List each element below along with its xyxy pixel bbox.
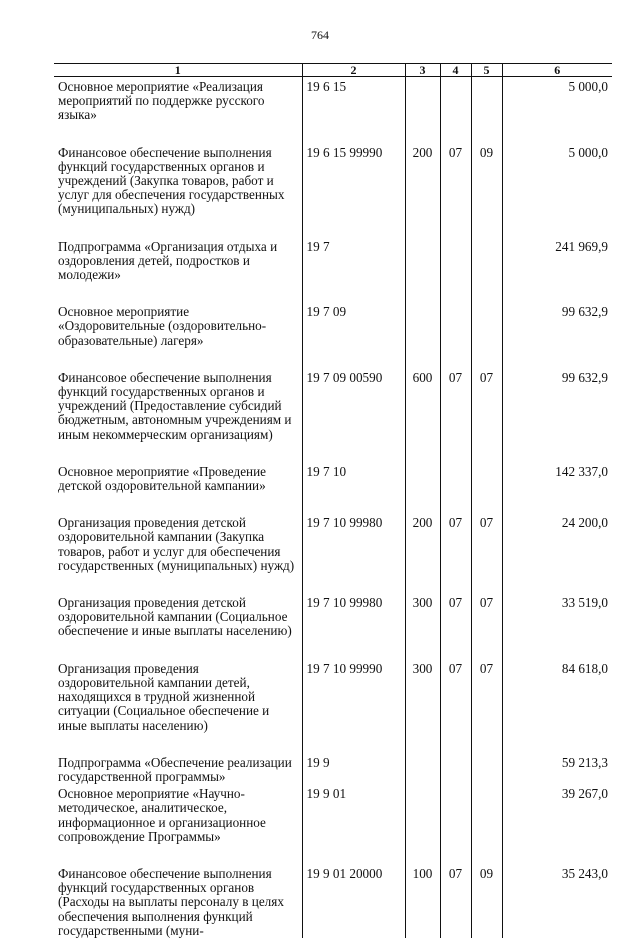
spacer-cell bbox=[502, 573, 612, 593]
row-expense-type-cell bbox=[405, 462, 440, 493]
row-amount-cell: 99 632,9 bbox=[502, 368, 612, 442]
row-amount-cell: 5 000,0 bbox=[502, 77, 612, 123]
spacer-cell bbox=[302, 844, 405, 864]
spacer-cell bbox=[471, 493, 502, 513]
spacer-cell bbox=[405, 217, 440, 237]
row-section-cell: 07 bbox=[440, 593, 471, 639]
spacer-cell bbox=[440, 282, 471, 302]
spacer-cell bbox=[405, 493, 440, 513]
spacer-cell bbox=[502, 348, 612, 368]
row-spacer bbox=[54, 493, 612, 513]
spacer-cell bbox=[54, 733, 302, 753]
spacer-cell bbox=[440, 123, 471, 143]
spacer-cell bbox=[405, 442, 440, 462]
table-row bbox=[54, 864, 612, 938]
row-section-cell: 07 bbox=[440, 513, 471, 573]
spacer-cell bbox=[405, 348, 440, 368]
table-row bbox=[54, 462, 612, 493]
budget-table bbox=[54, 63, 612, 938]
row-expense-type-cell bbox=[405, 302, 440, 348]
row-section-cell bbox=[440, 302, 471, 348]
row-code-cell: 19 9 bbox=[302, 753, 405, 784]
spacer-cell bbox=[302, 442, 405, 462]
spacer-cell bbox=[440, 733, 471, 753]
row-code-cell: 19 7 10 99990 bbox=[302, 659, 405, 733]
spacer-cell bbox=[440, 639, 471, 659]
row-code-cell: 19 7 09 bbox=[302, 302, 405, 348]
row-spacer bbox=[54, 844, 612, 864]
spacer-cell bbox=[405, 639, 440, 659]
spacer-cell bbox=[405, 573, 440, 593]
spacer-cell bbox=[440, 217, 471, 237]
row-section-cell bbox=[440, 237, 471, 283]
spacer-cell bbox=[440, 573, 471, 593]
row-section-cell: 07 bbox=[440, 659, 471, 733]
spacer-cell bbox=[302, 573, 405, 593]
row-spacer bbox=[54, 733, 612, 753]
spacer-cell bbox=[471, 217, 502, 237]
spacer-cell bbox=[440, 442, 471, 462]
row-expense-type-cell: 300 bbox=[405, 659, 440, 733]
row-amount-cell: 142 337,0 bbox=[502, 462, 612, 493]
column-header-2: 2 bbox=[302, 64, 405, 77]
row-amount-cell: 33 519,0 bbox=[502, 593, 612, 639]
row-amount-cell: 59 213,3 bbox=[502, 753, 612, 784]
row-name-cell: Основное мероприятие «Проведение детской оздоровительной кампании» bbox=[58, 463, 267, 494]
spacer-cell bbox=[302, 282, 405, 302]
row-spacer bbox=[54, 282, 612, 302]
spacer-cell bbox=[54, 348, 302, 368]
row-expense-type-cell: 200 bbox=[405, 513, 440, 573]
spacer-cell bbox=[302, 123, 405, 143]
spacer-cell bbox=[54, 442, 302, 462]
spacer-cell bbox=[471, 442, 502, 462]
row-code-cell: 19 7 10 99980 bbox=[302, 593, 405, 639]
table-row bbox=[54, 143, 612, 217]
row-subsection-cell bbox=[471, 302, 502, 348]
row-code-cell: 19 9 01 20000 bbox=[302, 864, 405, 938]
spacer-cell bbox=[54, 123, 302, 143]
spacer-cell bbox=[440, 493, 471, 513]
table-row bbox=[54, 513, 612, 573]
row-name-cell: Основное мероприятие «Научно-методическое, аналитическое, информационное и организационное сопровождение Программы» bbox=[58, 786, 266, 844]
row-name-cell: Организация проведения детской оздоровительной кампании (Социальное обеспечение и иные выплаты населению) bbox=[58, 595, 292, 639]
row-subsection-cell bbox=[471, 77, 502, 123]
spacer-cell bbox=[54, 573, 302, 593]
spacer-cell bbox=[502, 217, 612, 237]
spacer-cell bbox=[302, 733, 405, 753]
row-section-cell bbox=[440, 753, 471, 784]
spacer-cell bbox=[405, 123, 440, 143]
row-section-cell bbox=[440, 462, 471, 493]
spacer-cell bbox=[502, 442, 612, 462]
row-expense-type-cell: 100 bbox=[405, 864, 440, 938]
spacer-cell bbox=[440, 844, 471, 864]
row-section-cell: 07 bbox=[440, 368, 471, 442]
row-name-cell: Подпрограмма «Обеспечение реализации государственной программы» bbox=[58, 754, 292, 784]
page-number: 764 bbox=[311, 28, 329, 42]
row-amount-cell: 241 969,9 bbox=[502, 237, 612, 283]
row-section-cell bbox=[440, 77, 471, 123]
row-code-cell: 19 6 15 bbox=[302, 77, 405, 123]
column-header-6: 6 bbox=[502, 64, 612, 77]
spacer-cell bbox=[502, 123, 612, 143]
column-header-3: 3 bbox=[405, 64, 440, 77]
spacer-cell bbox=[302, 348, 405, 368]
spacer-cell bbox=[471, 348, 502, 368]
row-subsection-cell: 07 bbox=[471, 368, 502, 442]
row-code-cell: 19 7 10 bbox=[302, 462, 405, 493]
row-section-cell: 07 bbox=[440, 864, 471, 938]
row-name-cell: Финансовое обеспечение выполнения функций государственных органов (Расходы на выплаты персоналу в целях обеспечения выполнения функций государственными (муни- bbox=[58, 865, 284, 938]
spacer-cell bbox=[302, 493, 405, 513]
spacer-cell bbox=[54, 844, 302, 864]
spacer-cell bbox=[502, 733, 612, 753]
spacer-cell bbox=[502, 493, 612, 513]
row-subsection-cell: 07 bbox=[471, 593, 502, 639]
row-name-cell: Основное мероприятие «Оздоровительные (оздоровительно-образовательные) лагеря» bbox=[58, 304, 267, 348]
row-name-cell: Основное мероприятие «Реализация мероприятий по поддержке русского языка» bbox=[58, 79, 265, 123]
row-code-cell: 19 6 15 99990 bbox=[302, 143, 405, 217]
row-amount-cell: 24 200,0 bbox=[502, 513, 612, 573]
table-row bbox=[54, 784, 612, 844]
row-expense-type-cell bbox=[405, 784, 440, 844]
row-amount-cell: 39 267,0 bbox=[502, 784, 612, 844]
spacer-cell bbox=[502, 282, 612, 302]
column-header-1: 1 bbox=[54, 64, 302, 77]
row-amount-cell: 84 618,0 bbox=[502, 659, 612, 733]
row-subsection-cell: 09 bbox=[471, 143, 502, 217]
spacer-cell bbox=[405, 282, 440, 302]
row-spacer bbox=[54, 573, 612, 593]
column-header-5: 5 bbox=[471, 64, 502, 77]
row-subsection-cell bbox=[471, 753, 502, 784]
table-row bbox=[54, 368, 612, 442]
row-subsection-cell: 09 bbox=[471, 864, 502, 938]
row-amount-cell: 99 632,9 bbox=[502, 302, 612, 348]
header-row bbox=[54, 64, 612, 77]
spacer-cell bbox=[471, 282, 502, 302]
row-spacer bbox=[54, 639, 612, 659]
row-section-cell: 07 bbox=[440, 143, 471, 217]
row-subsection-cell bbox=[471, 784, 502, 844]
row-subsection-cell: 07 bbox=[471, 659, 502, 733]
spacer-cell bbox=[302, 217, 405, 237]
row-subsection-cell bbox=[471, 462, 502, 493]
table-row bbox=[54, 753, 612, 784]
row-spacer bbox=[54, 442, 612, 462]
spacer-cell bbox=[471, 573, 502, 593]
table-row bbox=[54, 302, 612, 348]
row-name-cell: Организация проведения оздоровительной кампании детей, находящихся в трудной жизненной ситуации (Социальное обеспечение и иные выплаты населению) bbox=[58, 660, 270, 733]
row-spacer bbox=[54, 217, 612, 237]
spacer-cell bbox=[471, 123, 502, 143]
spacer-cell bbox=[471, 639, 502, 659]
column-header-4: 4 bbox=[440, 64, 471, 77]
row-expense-type-cell bbox=[405, 77, 440, 123]
row-expense-type-cell: 300 bbox=[405, 593, 440, 639]
spacer-cell bbox=[502, 844, 612, 864]
spacer-cell bbox=[54, 493, 302, 513]
row-expense-type-cell bbox=[405, 753, 440, 784]
row-name-cell: Финансовое обеспечение выполнения функций государственных органов и учреждений (Закупка товаров, работ и услуг для обеспечения государственных (муниципальных) нужд) bbox=[58, 144, 285, 217]
row-subsection-cell: 07 bbox=[471, 513, 502, 573]
row-expense-type-cell bbox=[405, 237, 440, 283]
table-row bbox=[54, 593, 612, 639]
row-name-cell: Организация проведения детской оздоровительной кампании (Закупка товаров, работ и услуг для обеспечения государственных (муниципальных) нужд) bbox=[58, 515, 295, 573]
row-section-cell bbox=[440, 784, 471, 844]
row-code-cell: 19 7 10 99980 bbox=[302, 513, 405, 573]
table-row bbox=[54, 659, 612, 733]
spacer-cell bbox=[302, 639, 405, 659]
table-row bbox=[54, 237, 612, 283]
row-spacer bbox=[54, 348, 612, 368]
table-body bbox=[54, 77, 612, 938]
row-amount-cell: 35 243,0 bbox=[502, 864, 612, 938]
row-spacer bbox=[54, 123, 612, 143]
spacer-cell bbox=[440, 348, 471, 368]
spacer-cell bbox=[54, 282, 302, 302]
row-amount-cell: 5 000,0 bbox=[502, 143, 612, 217]
row-name-cell: Подпрограмма «Организация отдыха и оздоровления детей, подростков и молодежи» bbox=[58, 238, 278, 283]
spacer-cell bbox=[405, 733, 440, 753]
row-code-cell: 19 7 09 00590 bbox=[302, 368, 405, 442]
row-code-cell: 19 9 01 bbox=[302, 784, 405, 844]
row-name-cell: Финансовое обеспечение выполнения функций государственных органов и учреждений (Предоставление субсидий бюджетным, автономным учреждениям и иным некоммерческим организациям) bbox=[58, 369, 292, 442]
spacer-cell bbox=[54, 639, 302, 659]
row-subsection-cell bbox=[471, 237, 502, 283]
table-row bbox=[54, 77, 612, 123]
spacer-cell bbox=[471, 733, 502, 753]
row-expense-type-cell: 200 bbox=[405, 143, 440, 217]
spacer-cell bbox=[502, 639, 612, 659]
row-expense-type-cell: 600 bbox=[405, 368, 440, 442]
spacer-cell bbox=[54, 217, 302, 237]
row-code-cell: 19 7 bbox=[302, 237, 405, 283]
spacer-cell bbox=[405, 844, 440, 864]
spacer-cell bbox=[471, 844, 502, 864]
